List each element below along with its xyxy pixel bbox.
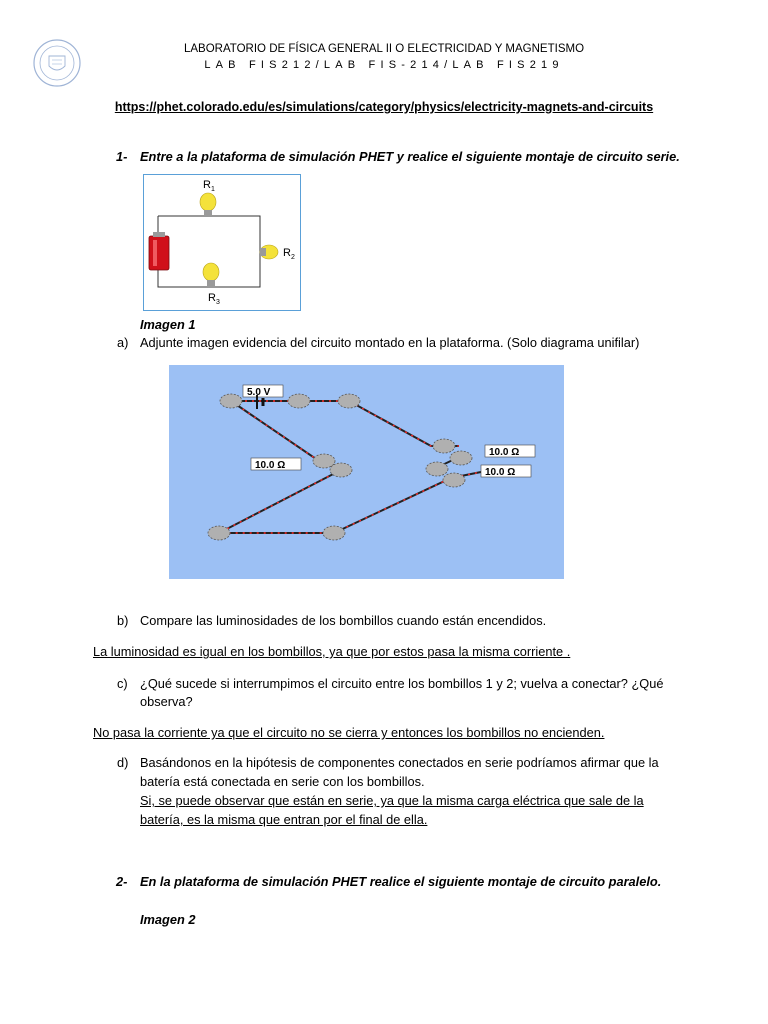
battery-icon [149, 232, 169, 270]
phet-url-link[interactable]: https://phet.colorado.edu/es/simulations/category/physics/electricity-magnets-and-circuits [114, 100, 654, 114]
item-b-letter: b) [117, 613, 129, 628]
label-r1: $R_1$ [203, 179, 215, 193]
item-c-text-line1: ¿Qué sucede si interrumpimos el circuito entre los bombillos 1 y 2; vuelva a conectar? ¿Qué [140, 676, 664, 691]
item-c-text-line2: observa? [140, 694, 193, 709]
resistor-left-label: 10.0 Ω [255, 460, 286, 471]
bulb-r2-icon [260, 245, 278, 259]
question-2-text: En la plataforma de simulación PHET realice el siguiente montaje de circuito paralelo. [140, 874, 662, 889]
label-r2: $R_2$ [283, 247, 295, 261]
series-circuit-schematic [143, 174, 301, 311]
item-b-answer: La luminosidad es igual en los bombillos, ya que por estos pasa la misma corriente . [93, 644, 571, 659]
resistor-right-top-label: 10.0 Ω [489, 447, 520, 458]
item-d-letter: d) [117, 755, 129, 770]
item-d-answer-line1: Si, se puede observar que están en serie, ya que la misma carga eléctrica que sale de la [140, 793, 644, 808]
resistor-right-bottom-label: 10.0 Ω [485, 467, 516, 478]
item-d-text-line1: Basándonos en la hipótesis de componentes conectados en serie podríamos afirmar que la [140, 755, 659, 770]
header-course-codes: LAB FIS212/LAB FIS-214/LAB FIS219 [204, 59, 564, 71]
item-b-text: Compare las luminosidades de los bombillos cuando están encendidos. [140, 613, 547, 628]
header-lab-title: LABORATORIO DE FÍSICA GENERAL II O ELECTRICIDAD Y MAGNETISMO [183, 43, 585, 55]
question-1-text: Entre a la plataforma de simulación PHET y realice el siguiente montaje de circuito serie. [140, 149, 680, 164]
item-d-text-line2: batería está conectada en serie con los bombillos. [140, 774, 425, 789]
question-1-number: 1- [116, 149, 128, 164]
item-c-answer: No pasa la corriente ya que el circuito no se cierra y entonces los bombillos no encienden. [93, 725, 605, 740]
label-r3: $R_3$ [208, 292, 220, 306]
item-d-answer-line2: batería, es la misma que entran por el final de ella. [140, 812, 428, 827]
phet-simulation-screenshot [169, 365, 564, 579]
item-c-letter: c) [117, 676, 128, 691]
battery-voltage-label: 5.0 V [247, 387, 271, 398]
image-1-caption: Imagen 1 [140, 317, 196, 332]
item-a-text: Adjunte imagen evidencia del circuito montado en la plataforma. (Solo diagrama unifilar) [140, 335, 640, 350]
item-a-letter: a) [117, 335, 129, 350]
question-2-number: 2- [116, 874, 128, 889]
image-2-caption: Imagen 2 [140, 912, 196, 927]
